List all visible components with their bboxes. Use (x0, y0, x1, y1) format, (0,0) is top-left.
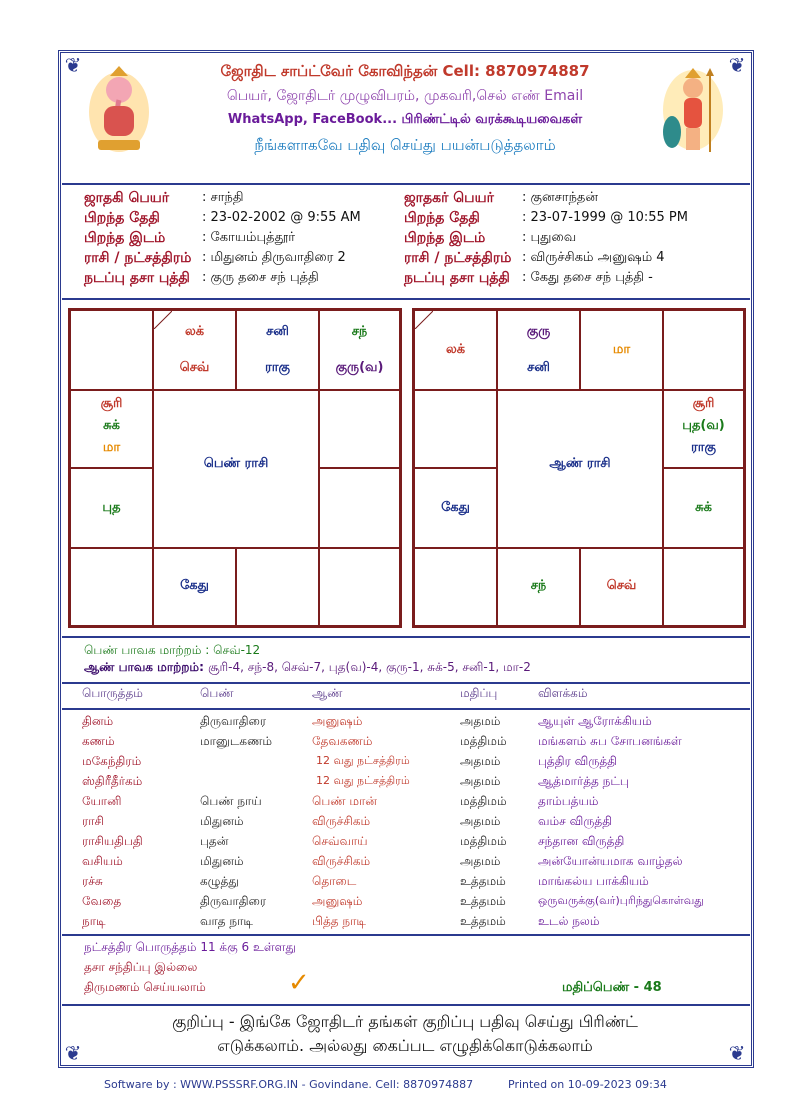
description: ஒருவருக்கு(வர்)புரிந்துகொள்வது (538, 894, 704, 907)
planet: சந் (351, 324, 368, 339)
male-pavaka-value: சூரி-4, சந்-8, செவ்-7, புத(வ)-4, குரு-1, சுக்-5, சனி-1, மா-2 (208, 660, 531, 674)
chart-house (414, 390, 497, 468)
note-line-2: எடுக்கலாம். அல்லது கைப்பட எழுதிக்கொடுக்கலாம் (217, 1036, 593, 1055)
detail-value: : விருச்சிகம் அனுஷம் 4 (522, 250, 665, 265)
score-value: மத்திமம் (460, 734, 507, 748)
chart-title: ஆண் ராசி (549, 456, 611, 471)
female-value: பெண் நாய் (200, 794, 262, 808)
porutham-name: ராசி (82, 814, 104, 828)
detail-value: : 23-02-2002 @ 9:55 AM (202, 210, 361, 225)
planet: சந் (530, 578, 547, 593)
chart-house (580, 548, 663, 626)
chart-house (414, 310, 497, 390)
corner-ornament-icon: ❦ (64, 53, 82, 77)
header-details: பெயர், ஜோதிடர் முழுவிபரம், முகவரி,செல் எண் Email (226, 88, 584, 104)
chart-center (497, 390, 663, 548)
header-title: ஜோதிட சாப்ட்வேர் கோவிந்தன் Cell: 8870974887 (220, 62, 590, 80)
male-value: விருச்சிகம் (312, 854, 371, 868)
detail-label: ராசி / நட்சத்திரம் (84, 250, 192, 266)
detail-label: ராசி / நட்சத்திரம் (404, 250, 512, 266)
planet: புத(வ) (682, 418, 725, 433)
planet: செவ் (179, 360, 210, 375)
detail-value: : குரு தசை சந் புத்தி (202, 270, 319, 285)
planet: சுக் (103, 418, 120, 433)
porutham-name: தினம் (82, 714, 114, 728)
description: ஆத்மார்த்த நட்பு (538, 774, 629, 788)
description: அன்யோன்யமாக வாழ்தல் (538, 854, 683, 868)
detail-value: : மிதுனம் திருவாதிரை 2 (202, 250, 346, 265)
chart-house (497, 310, 580, 390)
planet: ராகு (691, 440, 716, 455)
female-value: வாத நாடி (200, 914, 253, 928)
score-value: உத்தமம் (460, 914, 506, 928)
chart-house (663, 390, 744, 468)
porutham-name: யோனி (82, 794, 122, 808)
male-value: அனுஷம் (312, 714, 363, 728)
chart-house (319, 548, 400, 626)
description: மாங்கல்ய பாக்கியம் (538, 874, 649, 888)
porutham-name: மகேந்திரம் (82, 754, 142, 768)
porutham-name: கணம் (82, 734, 115, 748)
male-value: விருச்சிகம் (312, 814, 371, 828)
total-score: மதிப்பெண் - 48 (562, 980, 662, 995)
planet: லக் (445, 342, 466, 357)
male-value: பெண் மான் (312, 794, 377, 808)
detail-value: : புதுவை (522, 230, 577, 245)
score-value: மத்திமம் (460, 834, 507, 848)
male-pavaka-label: ஆண் பாவக மாற்றம்: (84, 660, 209, 674)
porutham-name: நாடி (82, 914, 106, 928)
detail-label: பிறந்த இடம் (404, 230, 486, 246)
detail-value: : கோயம்புத்தூர் (202, 230, 296, 245)
description: சந்தான விருத்தி (538, 834, 625, 848)
description: வம்ச விருத்தி (538, 814, 613, 828)
note-line-1: குறிப்பு - இங்கே ஜோதிடர் தங்கள் குறிப்பு பதிவு செய்து பிரிண்ட் (172, 1012, 638, 1031)
planet: சனி (527, 360, 550, 375)
porutham-name: வசியம் (82, 854, 123, 868)
score-value: அதமம் (460, 854, 501, 868)
description: ஆயுள் ஆரோக்கியம் (538, 714, 652, 728)
female-value: மிதுனம் (200, 854, 244, 868)
planet: மா (612, 342, 631, 357)
chart-house (153, 548, 236, 626)
score-value: உத்தமம் (460, 874, 506, 888)
header-tagline: நீங்களாகவே பதிவு செய்து பயன்படுத்தலாம் (254, 136, 556, 154)
male-value: 12 வது நட்சத்திரம் (316, 774, 410, 787)
planet: மா (102, 440, 121, 455)
star-match-summary: நட்சத்திர பொருத்தம் 11 க்கு 6 உள்ளது (84, 940, 296, 954)
score-value: மத்திமம் (460, 794, 507, 808)
detail-value: : கேது தசை சந் புத்தி - (522, 270, 653, 285)
detail-value: : சாந்தி (202, 190, 244, 205)
score-value: உத்தமம் (460, 894, 506, 908)
male-rasi-chart (412, 308, 746, 628)
female-value: கழுத்து (200, 874, 239, 888)
column-header: விளக்கம் (538, 686, 588, 700)
chart-house (319, 390, 400, 468)
detail-label: ஜாதகர் பெயர் (404, 190, 494, 206)
chart-house (70, 310, 153, 390)
divider (62, 298, 750, 300)
chart-house (414, 548, 497, 626)
detail-label: நடப்பு தசா புத்தி (404, 270, 510, 286)
male-value: பித்த நாடி (312, 914, 366, 928)
female-value: திருவாதிரை (200, 894, 267, 908)
planet: சனி (266, 324, 289, 339)
chart-center (153, 390, 319, 548)
male-pavaka (84, 660, 531, 676)
chart-house (497, 548, 580, 626)
divider (62, 1004, 750, 1006)
description: மங்களம் சுப சோபனங்கள் (538, 734, 682, 748)
planet: லக் (184, 324, 205, 339)
software-credit: Software by : WWW.PSSSRF.ORG.IN - Govindane. Cell: 8870974887 (104, 1078, 474, 1091)
planet: குரு (526, 324, 551, 339)
planet: சுக் (695, 500, 712, 515)
divider (62, 708, 750, 710)
male-value: தேவகணம் (312, 734, 373, 748)
planet: சூரி (100, 396, 123, 411)
planet: கேது (441, 500, 470, 515)
female-pavaka: பெண் பாவக மாற்றம் : செவ்-12 (84, 643, 261, 657)
male-value: செவ்வாய் (312, 834, 368, 848)
divider (62, 682, 750, 684)
chart-title: பெண் ராசி (203, 456, 269, 471)
detail-label: பிறந்த தேதி (404, 210, 480, 226)
printed-on: Printed on 10-09-2023 09:34 (508, 1078, 667, 1091)
divider (62, 636, 750, 638)
detail-label: ஜாதகி பெயர் (84, 190, 170, 206)
planet: குரு(வ) (335, 360, 384, 375)
description: புத்திர விருத்தி (538, 754, 618, 768)
chart-house (319, 468, 400, 548)
corner-ornament-icon: ❦ (728, 1041, 746, 1065)
detail-label: நடப்பு தசா புத்தி (84, 270, 190, 286)
chart-house (70, 390, 153, 468)
chart-house (663, 468, 744, 548)
porutham-name: வேதை (82, 894, 122, 908)
score-value: அதமம் (460, 714, 501, 728)
chart-house (580, 310, 663, 390)
dasa-sandhi-summary: தசா சந்திப்பு இல்லை (84, 960, 198, 974)
column-header: மதிப்பு (460, 686, 498, 700)
description: தாம்பத்யம் (538, 794, 599, 808)
chart-house (663, 310, 744, 390)
chart-house (70, 548, 153, 626)
female-value: புதன் (200, 834, 229, 848)
divider (62, 934, 750, 936)
lagna-marker-icon (415, 311, 433, 329)
check-icon: ✓ (288, 968, 310, 998)
column-header: பொருத்தம் (82, 686, 143, 700)
chart-house (663, 548, 744, 626)
chart-house (70, 468, 153, 548)
porutham-name: ரச்சு (82, 874, 103, 888)
male-value: தொடை (312, 874, 357, 888)
description: உடல் நலம் (538, 914, 600, 928)
column-header: பெண் (200, 686, 234, 700)
planet: சூரி (692, 396, 715, 411)
porutham-name: ஸ்திரீதீர்கம் (82, 774, 143, 788)
female-value: திருவாதிரை (200, 714, 267, 728)
female-value: மானுடகணம் (200, 734, 272, 748)
detail-label: பிறந்த தேதி (84, 210, 160, 226)
corner-ornament-icon: ❦ (728, 53, 746, 77)
header-social: WhatsApp, FaceBook... பிரிண்ட்டில் வரக்கூடியவைகள் (227, 112, 583, 127)
male-value: 12 வது நட்சத்திரம் (316, 754, 410, 767)
score-value: அதமம் (460, 754, 501, 768)
chart-house (236, 310, 319, 390)
chart-house (236, 548, 319, 626)
lagna-marker-icon (154, 311, 172, 329)
column-header: ஆண் (312, 686, 343, 700)
marriage-verdict: திருமணம் செய்யலாம் (84, 980, 206, 994)
divider (62, 183, 750, 185)
score-value: அதமம் (460, 774, 501, 788)
porutham-name: ராசியதிபதி (82, 834, 143, 848)
chart-house (319, 310, 400, 390)
score-value: அதமம் (460, 814, 501, 828)
female-value: மிதுனம் (200, 814, 244, 828)
female-rasi-chart (68, 308, 402, 628)
planet: புத (102, 500, 121, 515)
chart-house (153, 310, 236, 390)
detail-value: : குனசாந்தன் (522, 190, 599, 205)
corner-ornament-icon: ❦ (64, 1041, 82, 1065)
detail-label: பிறந்த இடம் (84, 230, 166, 246)
planet: செவ் (606, 578, 637, 593)
planet: கேது (180, 578, 209, 593)
planet: ராகு (265, 360, 290, 375)
male-value: அனுஷம் (312, 894, 363, 908)
chart-house (414, 468, 497, 548)
detail-value: : 23-07-1999 @ 10:55 PM (522, 210, 688, 225)
